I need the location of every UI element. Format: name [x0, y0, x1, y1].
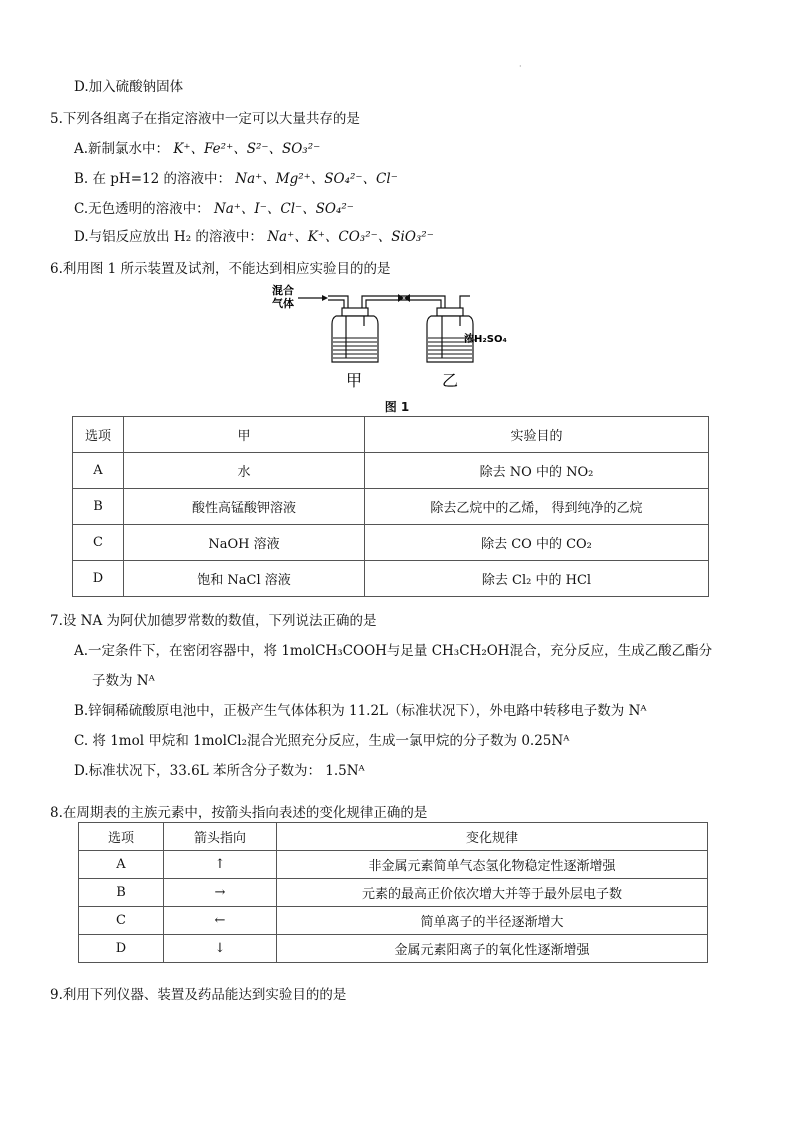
- q7-stem: 7.设 NA 为阿伏加德罗常数的数值，下列说法正确的是: [50, 613, 377, 629]
- q5-option-a-ions: K⁺、Fe²⁺、S²⁻、SO₃²⁻: [173, 141, 321, 157]
- table-header-cell: 选项: [73, 417, 124, 453]
- q5-option-c-prefix: C.无色透明的溶液中：: [74, 201, 210, 217]
- table-header-cell: 箭头指向: [164, 823, 277, 851]
- q5-option-b: [74, 170, 398, 188]
- table-row: [73, 525, 709, 561]
- q5-option-c: [74, 200, 354, 218]
- table-cell: 除去乙烷中的乙烯， 得到纯净的乙烷: [365, 489, 709, 525]
- figure-caption: 图 1: [384, 400, 410, 414]
- table-header-cell: 变化规律: [277, 823, 708, 851]
- q7-option-d: D.标准状况下，33.6L 苯所含分子数为： 1.5Nᴬ: [74, 763, 365, 779]
- bottle-left-label: 甲: [346, 371, 363, 390]
- q6-stem: 6.利用图 1 所示装置及试剂，不能达到相应实验目的的是: [50, 261, 391, 277]
- q8-stem: 8.在周期表的主族元素中，按箭头指向表述的变化规律正确的是: [50, 805, 428, 821]
- q7-option-a-line1: A.一定条件下，在密闭容器中，将 1molCH₃COOH与足量 CH₃CH₂OH混合，充分反应，生成乙酸乙酯分: [74, 643, 713, 659]
- q7-option-b: B.锌铜稀硫酸原电池中，正极产生气体体积为 11.2L（标准状况下），外电路中转移电子数为 Nᴬ: [74, 703, 647, 719]
- arrow-right-icon: →: [164, 879, 277, 907]
- connecting-tube: [362, 296, 445, 312]
- table-row: [79, 879, 708, 907]
- q5-stem: 5.下列各组离子在指定溶液中一定可以大量共存的是: [50, 111, 360, 127]
- q5-option-c-ions: Na⁺、I⁻、Cl⁻、SO₄²⁻: [213, 201, 354, 217]
- connecting-tube-inner: [366, 300, 441, 312]
- arrow-down-icon: ↓: [164, 935, 277, 963]
- table-cell: A: [79, 851, 164, 879]
- q6-table: [72, 416, 709, 597]
- q5-option-b-ions: Na⁺、Mg²⁺、SO₄²⁻、Cl⁻: [235, 171, 398, 187]
- table-row: [79, 935, 708, 963]
- table-cell: 饱和 NaCl 溶液: [124, 561, 365, 597]
- gas-washing-apparatus-figure: [270, 282, 520, 392]
- table-cell: D: [79, 935, 164, 963]
- bottle-right-label: 乙: [442, 371, 459, 390]
- table-cell: C: [73, 525, 124, 561]
- page-mark: ·: [519, 62, 522, 71]
- q5-option-b-prefix: B. 在 pH=12 的溶液中：: [74, 171, 231, 187]
- table-cell: 非金属元素简单气态氢化物稳定性逐渐增强: [277, 851, 708, 879]
- table-row: [79, 907, 708, 935]
- table-row: [73, 453, 709, 489]
- table-cell: 酸性高锰酸钾溶液: [124, 489, 365, 525]
- table-header-row: [73, 417, 709, 453]
- q5-option-a-prefix: A.新制氯水中：: [74, 141, 170, 157]
- table-header-cell: 甲: [124, 417, 365, 453]
- table-header-cell: 选项: [79, 823, 164, 851]
- table-cell: B: [79, 879, 164, 907]
- inlet-label-1: 混合: [272, 284, 294, 297]
- table-row: [73, 489, 709, 525]
- table-row: [73, 561, 709, 597]
- tube-clamp-2: [404, 294, 410, 302]
- q7-option-a-line2: 子数为 Nᴬ: [92, 673, 155, 689]
- left-bottle: [332, 316, 378, 362]
- table-header-cell: 实验目的: [365, 417, 709, 453]
- arrow-left-icon: ←: [164, 907, 277, 935]
- q9-stem: 9.利用下列仪器、装置及药品能达到实验目的的是: [50, 987, 347, 1003]
- table-cell: 金属元素阳离子的氧化性逐渐增强: [277, 935, 708, 963]
- q5-option-d-ions: Na⁺、K⁺、CO₃²⁻、SiO₃²⁻: [267, 229, 434, 245]
- inlet-arrow-head: [322, 295, 328, 301]
- q4-option-d: D.加入硫酸钠固体: [74, 79, 184, 95]
- table-cell: C: [79, 907, 164, 935]
- table-cell: 元素的最高正价依次增大并等于最外层电子数: [277, 879, 708, 907]
- right-bottle-stopper: [437, 308, 463, 316]
- q5-option-d: [74, 228, 434, 246]
- inlet-label-2: 气体: [272, 297, 294, 310]
- arrow-up-icon: ↑: [164, 851, 277, 879]
- table-cell: 水: [124, 453, 365, 489]
- tube-clamp: [398, 294, 404, 302]
- q5-option-d-prefix: D.与铝反应放出 H₂ 的溶液中：: [74, 229, 263, 245]
- table-cell: A: [73, 453, 124, 489]
- table-cell: B: [73, 489, 124, 525]
- q8-table: [78, 822, 708, 963]
- q7-option-c: C. 将 1mol 甲烷和 1molCl₂混合光照充分反应，生成一氯甲烷的分子数为 0.25Nᴬ: [74, 733, 570, 749]
- table-cell: 除去 Cl₂ 中的 HCl: [365, 561, 709, 597]
- table-cell: NaOH 溶液: [124, 525, 365, 561]
- table-cell: 简单离子的半径逐渐增大: [277, 907, 708, 935]
- acid-label: 浓H₂SO₄: [464, 334, 507, 345]
- q5-option-a: [74, 140, 320, 158]
- left-bottle-stopper: [342, 308, 368, 316]
- table-row: [79, 851, 708, 879]
- table-header-row: [79, 823, 708, 851]
- table-cell: 除去 NO 中的 NO₂: [365, 453, 709, 489]
- table-cell: 除去 CO 中的 CO₂: [365, 525, 709, 561]
- table-cell: D: [73, 561, 124, 597]
